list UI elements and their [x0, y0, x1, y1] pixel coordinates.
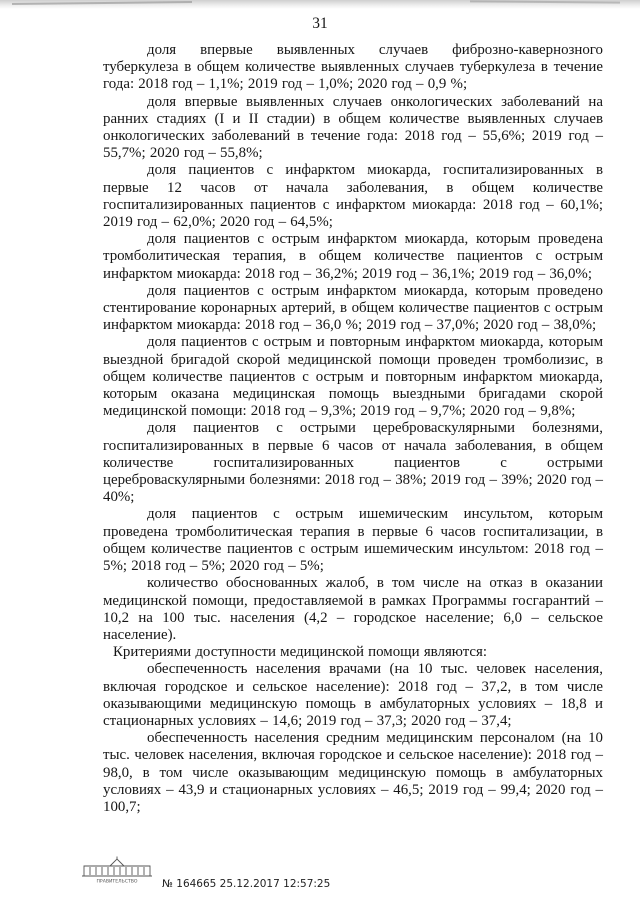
paragraph: доля пациентов с острым инфарктом миокарда, которым проведено стентирование коронарных артерий, в общем количестве пациентов с острым инфарктом миокарда: 2018 год – 36,0 %; 2019 год – 37,0%; 2020 год – 38,0%; [103, 282, 603, 334]
scan-edge-artifact [0, 0, 640, 9]
paragraph: доля пациентов с острым инфарктом миокарда, которым проведена тромболитическая терапия, в общем количестве пациентов с острым инфарктом миокарда: 2018 год – 36,2%; 2019 год – 36,1%; 2019 год – 36,0%; [103, 231, 603, 282]
page-number: 31 [312, 15, 328, 32]
paragraph: доля пациентов с острыми цереброваскулярными болезнями, госпитализированных в первые 6 часов от начала заболевания, в общем количестве госпитализированных пациентов с острыми цереброваскулярными болезнями: 2018 год – 38%; 2019 год – 39%; 2020 год – 40%; [103, 420, 603, 506]
paragraph: обеспеченность населения врачами (на 10 тыс. человек населения, включая городское и сельское население): 2018 год – 37,2, в том числе оказывающими медицинскую помощь в амбулаторных условиях – 18,8 и стационарных условиях – 14,6; 2019 год – 37,3; 2020 год – 37,4; [103, 661, 603, 729]
document-registration-stamp: № 164665 25.12.2017 12:57:25 [162, 878, 331, 890]
paragraph: обеспеченность населения средним медицинским персоналом (на 10 тыс. человек населения, включая городское и сельское население): 2018 год – 98,0, в том числе оказывающим медицинскую помощь в амбулаторных условиях – 43,9 и стационарных условиях – 46,5; 2019 год – 99,4; 2020 год – 100,7; [103, 730, 603, 815]
page-footer [80, 856, 380, 898]
stamp-caption: ПРАВИТЕЛЬСТВО [96, 879, 138, 884]
paragraph: количество обоснованных жалоб, в том числе на отказ в оказании медицинской помощи, предоставляемой в рамках Программы госгарантий – 10,2 на 100 тыс. населения (4,2 – городское население; 6,0 – сельское население). [103, 575, 603, 643]
section-lead: Критериями доступности медицинской помощи являются: [113, 644, 488, 661]
paragraph: доля пациентов с острым ишемическим инсультом, которым проведена тромболитическая терапия в первые 6 часов госпитализации, в общем количестве пациентов с острым ишемическим инсультом: 2018 год – 5%; 2018 год – 5%; 2020 год – 5%; [103, 506, 603, 575]
paragraph: доля впервые выявленных случаев онкологических заболеваний на ранних стадиях (I и II стадии) в общем количестве выявленных случаев онкологических заболеваний в течение года: 2018 год – 55,6%; 2019 год – 55,7%; 2020 год – 55,8%; [103, 93, 603, 162]
paragraph: доля впервые выявленных случаев фиброзно-кавернозного туберкулеза в общем количестве выявленных случаев туберкулеза в течение года: 2018 год – 1,1%; 2019 год – 1,0%; 2020 год – 0,9 %; [103, 42, 603, 93]
paragraph: доля пациентов с острым и повторным инфарктом миокарда, которым выездной бригадой скорой медицинской помощи проведен тромболизис, в общем количестве пациентов с острым и повторным инфарктом миокарда, которым оказана медицинская помощь выездными бригадами скорой медицинской помощи: 2018 год – 9,3%; 2019 год – 9,7%; 2020 год – 9,8%; [103, 334, 603, 420]
document-body [103, 42, 603, 816]
paragraph: доля пациентов с инфарктом миокарда, госпитализированных в первые 12 часов от начала заболевания, в общем количестве госпитализированных пациентов с инфарктом миокарда: 2018 год – 60,1%; 2019 год – 62,0%; 2020 год – 64,5%; [103, 162, 603, 231]
government-stamp-logo [80, 856, 154, 884]
